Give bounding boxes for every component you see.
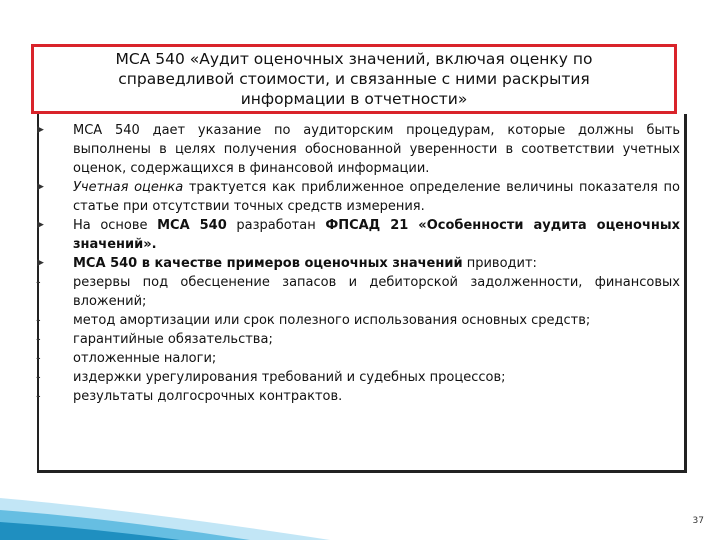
title-line-1: МСА 540 «Аудит оценочных значений, включая оценку по: [115, 50, 593, 68]
dash-marker: -: [36, 351, 41, 366]
dash-marker: -: [36, 275, 41, 290]
bullet-1-lead: МСА 540: [73, 123, 140, 138]
dash-item: [34, 368, 680, 387]
dash-item-text: отложенные налоги;: [73, 351, 217, 366]
bullet-item: [34, 254, 680, 273]
bullet-arrow-icon: ▶: [37, 182, 44, 192]
dash-item: [34, 273, 680, 311]
dash-item: [34, 330, 680, 349]
bullet-arrow-icon: ▶: [37, 125, 44, 135]
dash-marker: -: [36, 313, 41, 328]
slide-content: [34, 121, 680, 406]
bullet-item: [34, 121, 680, 178]
bullet-2-lead: Учетная оценка: [73, 180, 184, 195]
title-line-2: справедливой стоимости, и связанные с ними раскрытия: [118, 70, 590, 88]
dash-item: [34, 349, 680, 368]
dash-item: [34, 387, 680, 406]
page-number: 37: [692, 516, 704, 526]
dash-item-text: издержки урегулирования требований и судебных процессов;: [73, 370, 506, 385]
dash-item-text: резервы под обесценение запасов и дебиторской задолженности, финансовых вложений;: [73, 275, 680, 309]
bullet-item: [34, 216, 680, 254]
bullet-4-text: приводит:: [462, 256, 537, 271]
dash-marker: -: [36, 389, 41, 404]
bullet-4-lead: МСА 540 в качестве примеров оценочных значений: [73, 256, 463, 271]
bullet-3-pre: На основе: [73, 218, 158, 233]
bullet-item: [34, 178, 680, 216]
dash-item-text: гарантийные обязательства;: [73, 332, 273, 347]
title-line-3: информации в отчетности»: [240, 90, 468, 108]
bullet-arrow-icon: ▶: [37, 220, 44, 230]
dash-marker: -: [36, 332, 41, 347]
dash-item-text: метод амортизации или срок полезного использования основных средств;: [73, 313, 591, 328]
bullet-2-text: трактуется как приближенное определение величины показателя по статье при отсутствии точных средств измерения.: [73, 180, 680, 214]
slide-title: [31, 44, 677, 114]
decorative-wave: [0, 440, 720, 540]
bullet-1-text: дает указание по аудиторским процедурам, которые должны быть выполнены в целях получения обоснованной уверенности в соответствии учетных оценок, содержащихся в финансовой информации.: [73, 123, 681, 176]
bullet-3-msa: МСА 540: [157, 218, 227, 233]
bullet-3-fpsad: ФПСАД 21 «Особенности аудита оценочных значений».: [73, 218, 680, 252]
dash-marker: -: [36, 370, 41, 385]
bullet-3-mid: разработан: [226, 218, 326, 233]
bullet-arrow-icon: ▶: [37, 258, 44, 268]
dash-item-text: результаты долгосрочных контрактов.: [73, 389, 343, 404]
dash-item: [34, 311, 680, 330]
